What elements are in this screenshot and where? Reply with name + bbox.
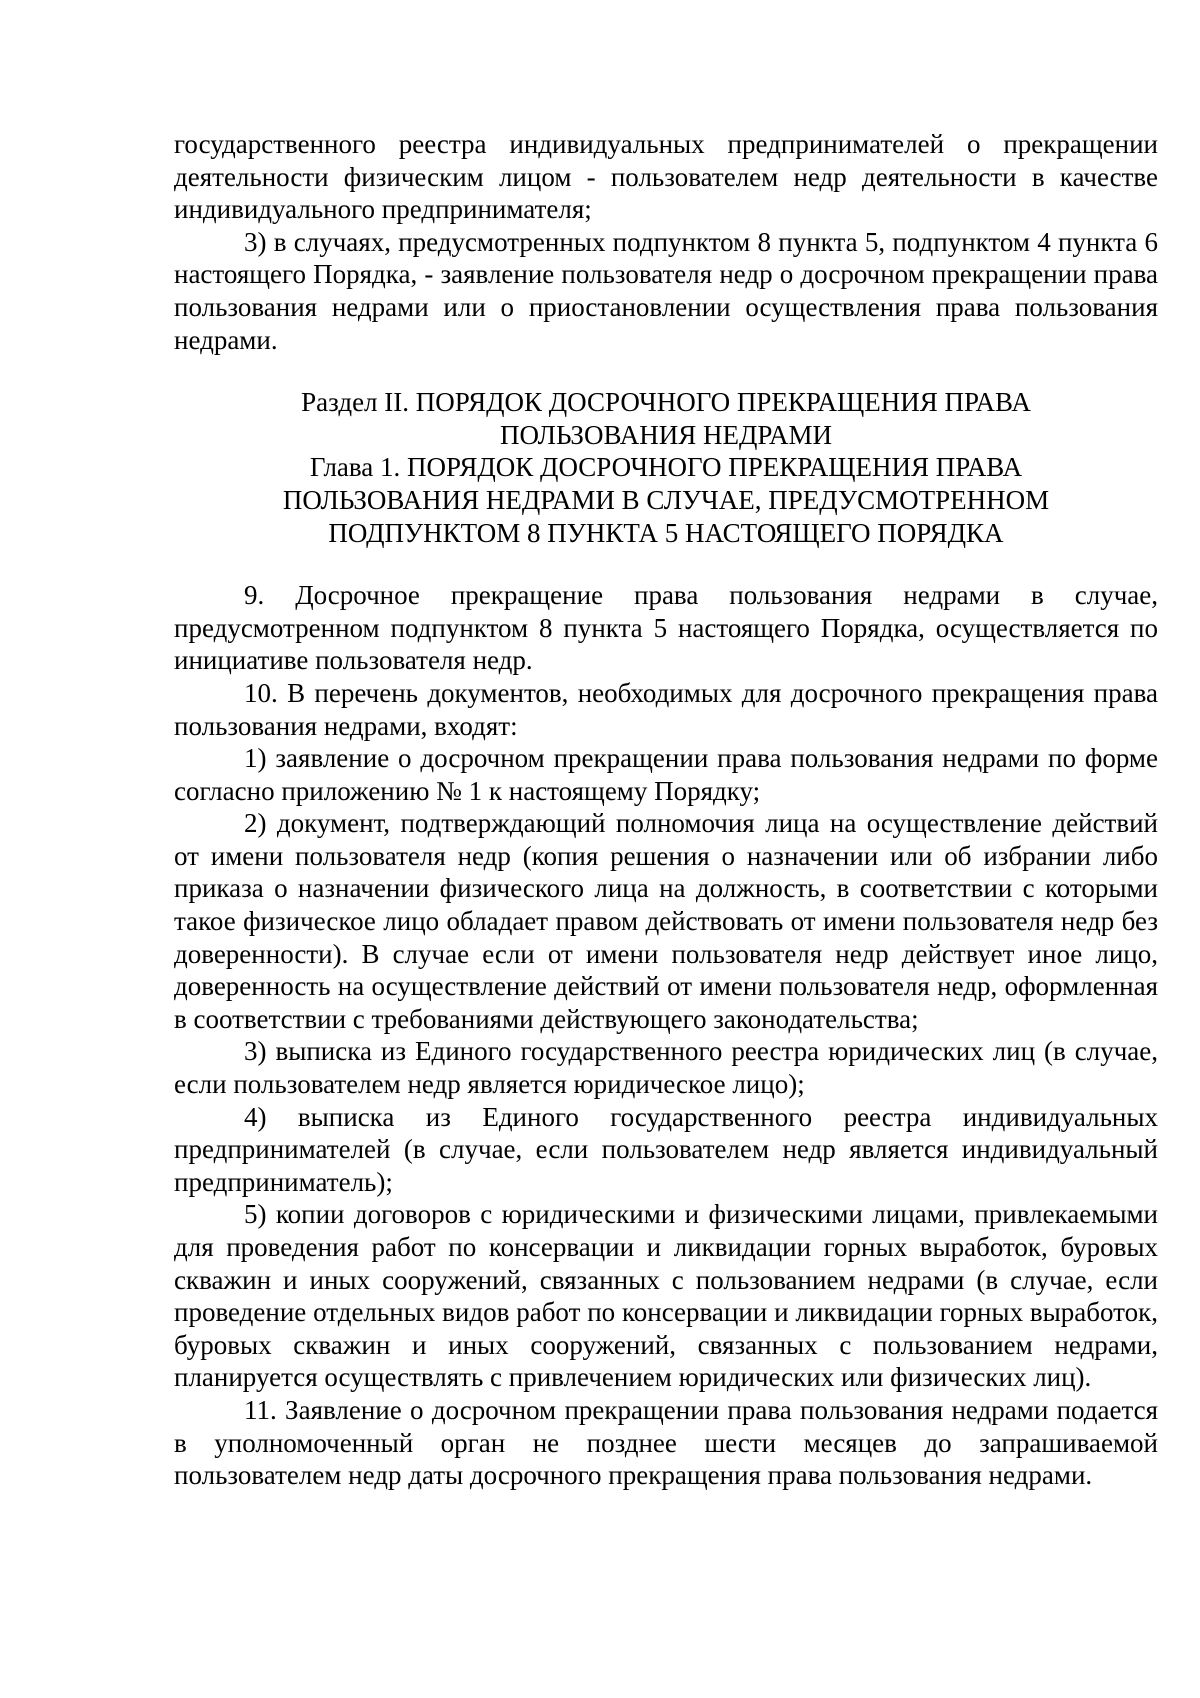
paragraph-10-item-2: 2) документ, подтверждающий полномочия лица на осуществление действий от имени пользователя недр (копия решения о назначении или об избрании либо приказа о назначении физического лица на должность, в соответствии с которыми такое физическое лицо обладает правом действовать от имени пользователя недр без доверенности). В случае если от имени пользователя недр действует иное лицо, доверенность на осуществление действий от имени пользователя недр, оформленная в соответствии с требованиями действующего законодательства; [174,808,1158,1034]
document-page [174,128,1158,1492]
paragraph-11: 11. Заявление о досрочном прекращении права пользования недрами подается в уполномоченный орган не позднее шести месяцев до запрашиваемой пользователем недр даты досрочного прекращения права пользования недрами. [174,1394,1158,1491]
chapter-heading [174,451,1158,549]
chapter-heading-line-3: ПОДПУНКТОМ 8 ПУНКТА 5 НАСТОЯЩЕГО ПОРЯДКА [328,517,1004,548]
section-heading-line-1: Раздел II. ПОРЯДОК ДОСРОЧНОГО ПРЕКРАЩЕНИЯ ПРАВА [301,387,1031,418]
section-heading-line-2: ПОЛЬЗОВАНИЯ НЕДРАМИ [499,419,832,450]
paragraph-10-item-5: 5) копии договоров с юридическими и физическими лицами, привлекаемыми для проведения работ по консервации и ликвидации горных выработок, буровых скважин и иных сооружений, связанных с пользованием недрами (в случае, если проведение отдельных видов работ по консервации и ликвидации горных выработок, буровых скважин и иных сооружений, связанных с пользованием недрами, планируется осуществлять с привлечением юридических или физических лиц). [174,1199,1158,1393]
paragraph-10: 10. В перечень документов, необходимых для досрочного прекращения права пользования недрами, входят: [174,677,1158,741]
paragraph-10-item-4: 4) выписка из Единого государственного реестра индивидуальных предпринимателей (в случае, если пользователем недр является индивидуальный предприниматель); [174,1101,1158,1197]
paragraph-10-item-3: 3) выписка из Единого государственного реестра юридических лиц (в случае, если пользователем недр является юридическое лицо); [174,1036,1158,1100]
paragraph-continuation: государственного реестра индивидуальных предпринимателей о прекращении деятельности физическим лицом - пользователем недр деятельности в качестве индивидуального предпринимателя; [174,129,1158,225]
paragraph-9: 9. Досрочное прекращение права пользования недрами в случае, предусмотренном подпунктом 8 пункта 5 настоящего Порядка, осуществляется по инициативе пользователя недр. [174,580,1158,676]
paragraph-10-item-1: 1) заявление о досрочном прекращении права пользования недрами по форме согласно приложению № 1 к настоящему Порядку; [174,743,1158,806]
paragraph-item-3-early: 3) в случаях, предусмотренных подпунктом 8 пункта 5, подпунктом 4 пункта 6 настоящего Порядка, - заявление пользователя недр о досрочном прекращении права пользования недрами или о приостановлении осуществления права пользования недрами. [174,226,1158,355]
chapter-heading-line-1: Глава 1. ПОРЯДОК ДОСРОЧНОГО ПРЕКРАЩЕНИЯ ПРАВА [309,452,1023,483]
chapter-heading-line-2: ПОЛЬЗОВАНИЯ НЕДРАМИ В СЛУЧАЕ, ПРЕДУСМОТРЕННОМ [282,484,1050,515]
section-heading [174,386,1158,451]
